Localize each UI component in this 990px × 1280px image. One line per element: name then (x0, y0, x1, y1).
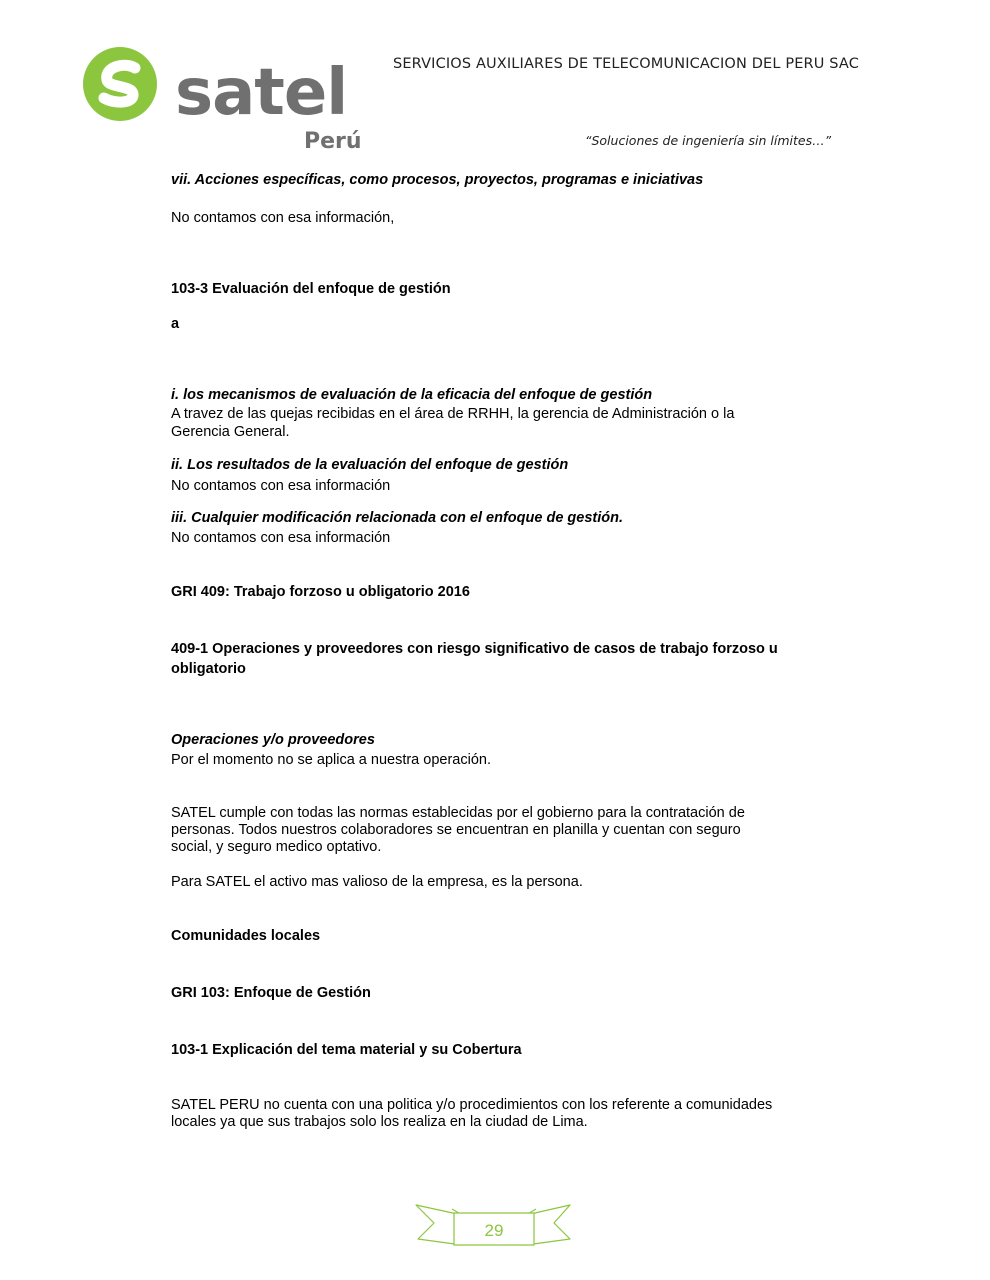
final-paragraph-line2: locales ya que sus trabajos solo los realiza en la ciudad de Lima. (171, 1114, 588, 1130)
communities-heading: Comunidades locales (171, 928, 321, 944)
operations-text: Por el momento no se aplica a nuestra operación. (171, 752, 491, 768)
section-vii-text: No contamos con esa información, (171, 210, 395, 226)
satel-value-statement: Para SATEL el activo mas valioso de la empresa, es la persona. (171, 874, 583, 890)
eval-heading: 103-3 Evaluación del enfoque de gestión (171, 281, 451, 297)
section-iii-text: No contamos con esa información (171, 530, 391, 546)
section-i-text-line2: Gerencia General. (171, 424, 290, 440)
logo-subtitle: Perú (304, 129, 362, 154)
gri409-heading: GRI 409: Trabajo forzoso u obligatorio 2016 (171, 584, 470, 600)
page-number: 29 (484, 1221, 504, 1240)
section-ii-text: No contamos con esa información (171, 478, 391, 494)
satel-paragraph-line1: SATEL cumple con todas las normas establecidas por el gobierno para la contratación de (171, 805, 745, 821)
explication-heading: 103-1 Explicación del tema material y su Cobertura (171, 1042, 522, 1058)
eval-item-a: a (171, 316, 180, 332)
final-paragraph-line1: SATEL PERU no cuenta con una politica y/o procedimientos con los referente a comunidades (171, 1097, 773, 1113)
company-slogan: “Soluciones de ingeniería sin límites…” (585, 133, 832, 148)
satel-paragraph-line3: social, y seguro medico optativo. (171, 839, 382, 855)
section-ii-heading: ii. Los resultados de la evaluación del enfoque de gestión (171, 457, 569, 473)
op409-heading-line1: 409-1 Operaciones y proveedores con riesgo significativo de casos de trabajo forzoso u (171, 641, 778, 657)
section-iii-heading: iii. Cualquier modificación relacionada con el enfoque de gestión. (171, 510, 623, 526)
satel-s-mark-icon (83, 47, 157, 121)
satel-paragraph-line2: personas. Todos nuestros colaboradores se encuentran en planilla y cuentan con seguro (171, 822, 741, 838)
operations-heading: Operaciones y/o proveedores (171, 732, 375, 748)
company-name: SERVICIOS AUXILIARES DE TELECOMUNICACION DEL PERU SAC (393, 56, 860, 72)
logo-wordmark: satel (175, 56, 348, 130)
gri103-heading: GRI 103: Enfoque de Gestión (171, 985, 371, 1001)
section-i-text-line1: A travez de las quejas recibidas en el área de RRHH, la gerencia de Administración o la (171, 406, 735, 422)
section-vii-heading: vii. Acciones específicas, como procesos, proyectos, programas e iniciativas (171, 172, 704, 188)
op409-heading-line2: obligatorio (171, 661, 246, 677)
section-i-heading: i. los mecanismos de evaluación de la eficacia del enfoque de gestión (171, 387, 653, 403)
satel-logo (80, 44, 365, 156)
